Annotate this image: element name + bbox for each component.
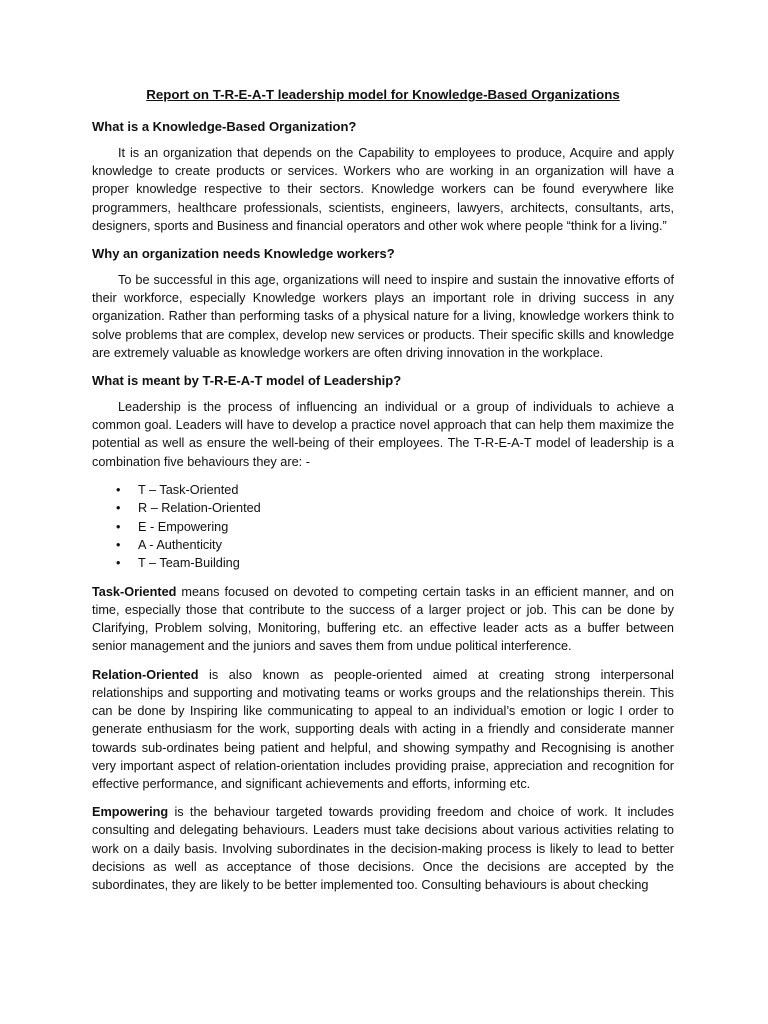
term-empowering: Empowering	[92, 805, 169, 820]
bullet-icon: •	[116, 482, 121, 497]
paragraph-relation-oriented-text: is also known as people-oriented aimed at creating strong interpersonal relationships and supporting and motivating teams or works groups and the relationships therein. This can be done by Inspiring like communicating to appeal to an individual’s emotion or logic I order to generate enthusiasm for the work, supporting deals with acting in a friendly and considerate manner towards sub-ordinates being patient and helpful, and showing sympathy and Recognising is another very important aspect of relation-orientation includes providing praise, appreciation and recognition for effective performance, and significant achievements and efforts, informing etc.	[92, 667, 674, 791]
list-item-text: A - Authenticity	[138, 538, 222, 553]
bullet-icon: •	[116, 519, 121, 534]
document-title: Report on T-R-E-A-T leadership model for Knowledge-Based Organizations	[146, 87, 620, 102]
term-relation-oriented: Relation-Oriented	[92, 667, 199, 682]
list-item	[92, 554, 674, 572]
behaviour-list	[92, 481, 674, 573]
paragraph-task-oriented	[92, 583, 674, 656]
list-item-text: E - Empowering	[138, 519, 229, 534]
list-item	[92, 518, 674, 536]
list-item	[92, 481, 674, 499]
bullet-icon: •	[116, 538, 121, 553]
paragraph-why-knowledge-workers: To be successful in this age, organizations will need to inspire and sustain the innovative efforts of their workforce, especially Knowledge workers plays an important role in driving success in any organization. Rather than performing tasks of a physical nature for a living, knowledge workers think to solve problems that are complex, develop new services or products. Their specific skills and knowledge are extremely valuable as knowledge workers are often driving innovation in the workplace.	[92, 273, 674, 360]
list-item-text: T – Team-Building	[138, 556, 240, 571]
term-task-oriented: Task-Oriented	[92, 584, 177, 599]
paragraph-task-oriented-text: means focused on devoted to competing certain tasks in an efficient manner, and on time, especially those that contribute to the success of a larger project or job. This can be done by Clarifying, Problem solving, Monitoring, buffering etc. an effective leader acts as a buffer between senior management and the juniors and saves them from undue political interference.	[92, 584, 674, 654]
section-heading-treat-model: What is meant by T-R-E-A-T model of Leadership?	[92, 373, 402, 389]
list-item	[92, 499, 674, 517]
paragraph-empowering-text: is the behaviour targeted towards providing freedom and choice of work. It includes consulting and delegating behaviours. Leaders must take decisions about various activities relating to work on a daily basis. Involving subordinates in the decision-making process is likely to lead to better decisions as well as acceptance of those decisions. Once the decisions are accepted by the subordinates, they are likely to be better implemented too. Consulting behaviours is about checking	[92, 805, 674, 892]
section-heading-why-knowledge-workers: Why an organization needs Knowledge workers?	[92, 246, 395, 262]
list-item-text: T – Task-Oriented	[138, 482, 239, 497]
paragraph-empowering	[92, 803, 674, 894]
paragraph-treat-model: Leadership is the process of influencing an individual or a group of individuals to achieve a common goal. Leaders will have to develop a practice novel approach that can help them maximize the potential as well as ensure the well-being of their employees. The T-R-E-A-T model of leadership is a combination five behaviours they are: -	[92, 400, 674, 469]
bullet-icon: •	[116, 501, 121, 516]
paragraph-knowledge-based-organization: It is an organization that depends on the Capability to employees to produce, Acquire and apply knowledge to create products or services. Workers who are working in an organization will have a proper knowledge respective to their sectors. Knowledge workers can be found everywhere like programmers, healthcare professionals, scientists, engineers, lawyers, architects, consultants, arts, designers, sports and Business and financial operators and other wok where people “think for a living.”	[92, 146, 674, 233]
bullet-icon: •	[116, 556, 121, 571]
list-item-text: R – Relation-Oriented	[138, 501, 261, 516]
paragraph-relation-oriented	[92, 666, 674, 793]
section-heading-knowledge-based-organization: What is a Knowledge-Based Organization?	[92, 119, 357, 134]
list-item	[92, 536, 674, 554]
document-page	[92, 86, 674, 904]
